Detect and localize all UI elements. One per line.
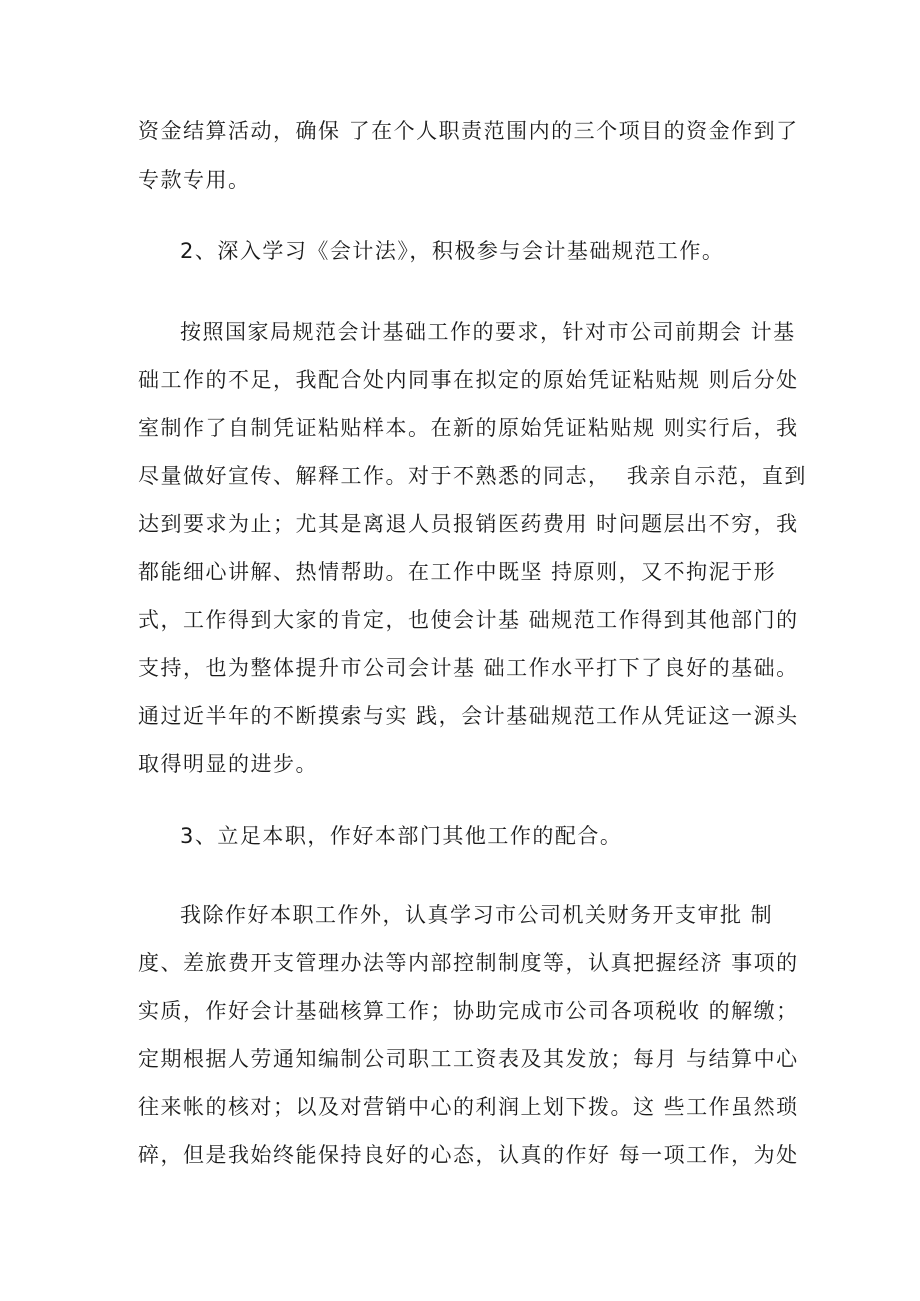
body-text-line: 支持，也为整体提升市公司会计基 础工作水平打下了良好的基础。 [138,656,799,680]
body-text-line: 式，工作得到大家的肯定，也使会计基 础规范工作得到其他部门的 [138,608,799,632]
body-text-line: 资金结算活动，确保 了在个人职责范围内的三个项目的资金作到了 [138,119,799,143]
body-text-line: 都能细心讲解、热情帮助。在工作中既坚 持原则，又不拘泥于形 [138,560,777,584]
section-heading: 2、深入学习《会计法》，积极参与会计基础规范工作。 [180,239,725,263]
body-text-line: 定期根据人劳通知编制公司职工工资表及其发放；每月 与结算中心 [138,1047,799,1071]
body-text-line: 专款专用。 [138,168,251,192]
body-text-line: 达到要求为止；尤其是离退人员报销医药费用 时问题层出不穷，我 [138,512,799,536]
body-text-line: 室制作了自制凭证粘贴样本。在新的原始凭证粘贴规 则实行后，我 [138,416,799,440]
body-text-line: 按照国家局规范会计基础工作的要求，针对市公司前期会 计基 [180,320,796,344]
body-text-line: 度、差旅费开支管理办法等内部控制制度等，认真把握经济 事项的 [138,951,799,975]
body-text-line: 往来帐的核对；以及对营销中心的利润上划下拨。这 些工作虽然琐 [138,1095,799,1119]
body-text-line: 取得明显的进步。 [138,752,318,776]
body-text-line: 通过近半年的不断摸索与实 践，会计基础规范工作从凭证这一源头 [138,704,799,728]
body-text-line: 础工作的不足，我配合处内同事在拟定的原始凭证粘贴规 则后分处 [138,368,799,392]
body-text-line: 尽量做好宣传、解释工作。对于不熟悉的同志， 我亲自示范，直到 [138,464,807,488]
body-text-line: 实质，作好会计基础核算工作；协助完成市公司各项税收 的解缴； [138,999,799,1023]
section-heading: 3、立足本职，作好本部门其他工作的配合。 [180,824,623,848]
body-text-line: 碎，但是我始终能保持良好的心态，认真的作好 每一项工作，为处 [138,1143,799,1167]
body-text-line: 我除作好本职工作外，认真学习市公司机关财务开支审批 制 [180,903,774,927]
